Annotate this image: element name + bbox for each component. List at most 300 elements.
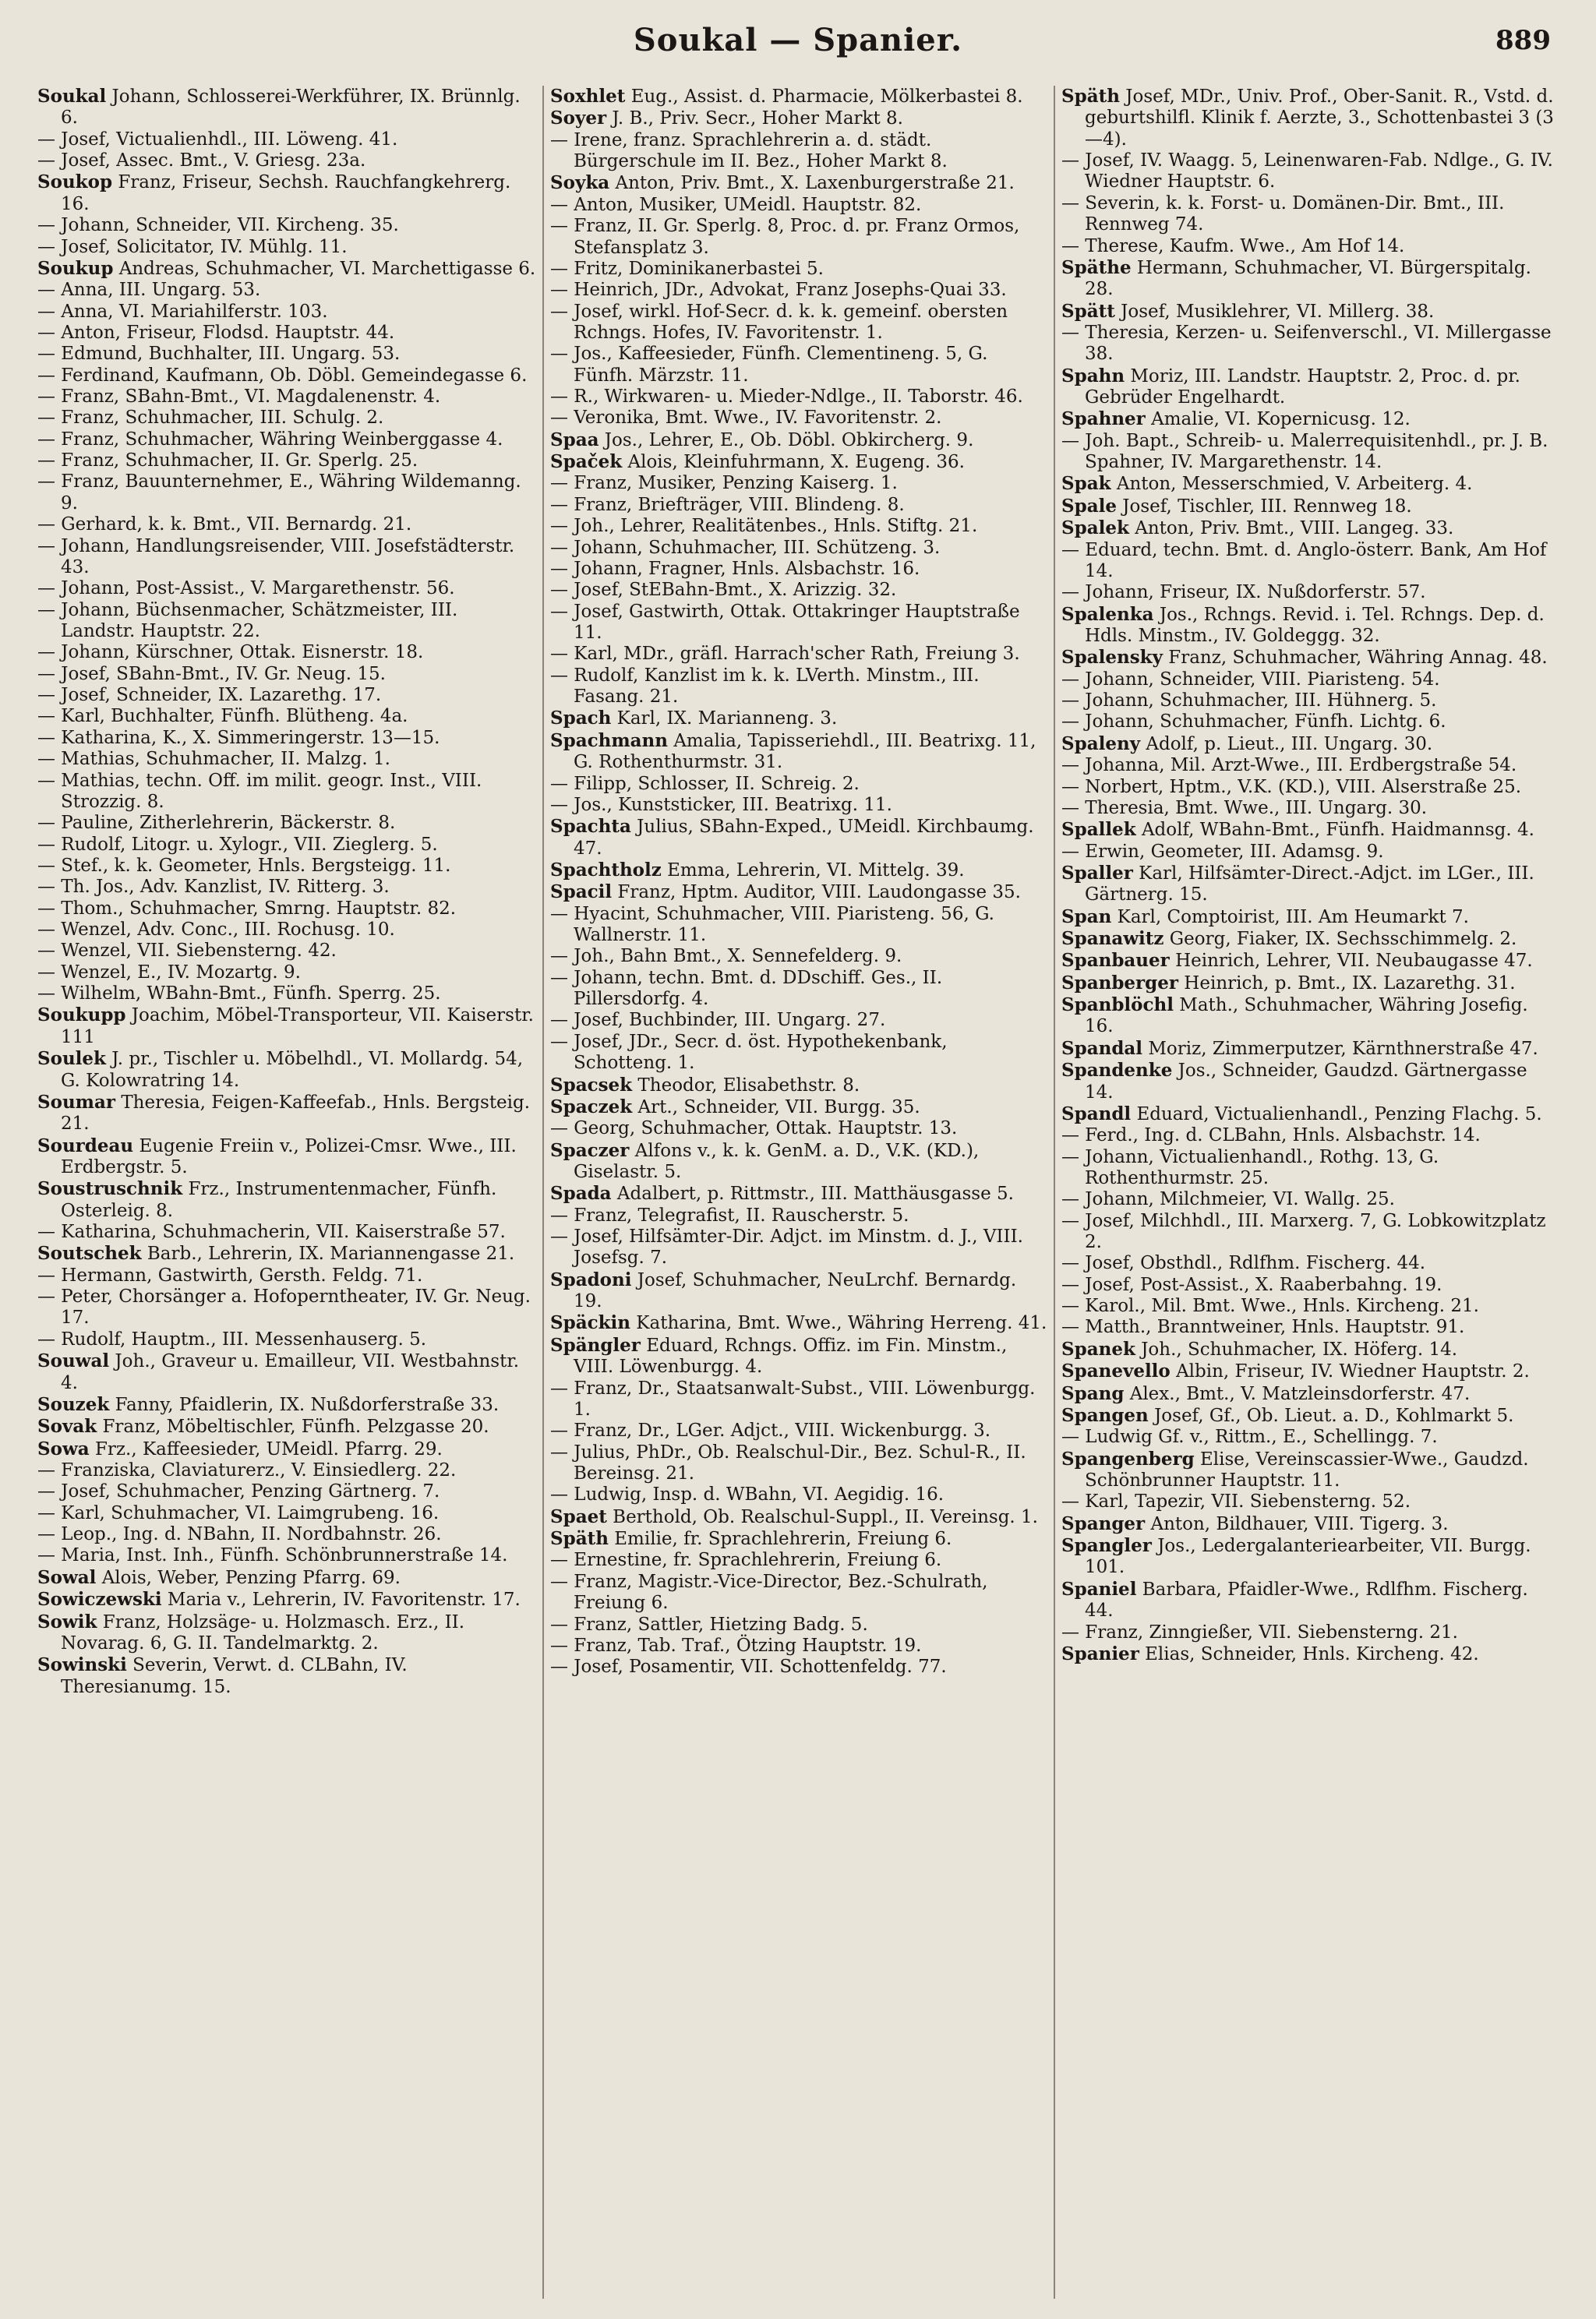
entry-details: — Heinrich, JDr., Advokat, Franz Josephs-Quai 33. (550, 280, 1007, 301)
entry-details: — Mathias, techn. Off. im milit. geogr. Inst., VIII. Strozzig. 8. (37, 770, 482, 812)
entry-details: Moriz, III. Landstr. Hauptstr. 2, Proc. d. pr. Gebrüder Engelhardt. (1085, 365, 1520, 408)
directory-entry (37, 1567, 536, 1589)
directory-entry (37, 1048, 536, 1092)
entry-details: Eug., Assist. d. Pharmacie, Mölkerbastei 8. (625, 86, 1023, 107)
directory-entry (37, 1416, 536, 1438)
entry-surname: Spanawitz (1061, 928, 1164, 950)
entry-surname: Spahner (1061, 408, 1146, 430)
directory-entry (550, 1506, 1047, 1528)
directory-entry (550, 408, 1047, 429)
entry-details: — Franz, Tab. Traf., Ötzing Hauptstr. 19. (550, 1635, 922, 1656)
directory-entry (550, 1183, 1047, 1205)
directory-entry (37, 302, 536, 323)
entry-details: — Karl, Buchhalter, Fünfh. Blütheng. 4a. (37, 706, 408, 727)
directory-entry (37, 813, 536, 834)
entry-details: — Katharina, K., X. Simmeringerstr. 13—15. (37, 727, 440, 748)
directory-entry (1061, 1103, 1559, 1125)
entry-surname: Spaet (550, 1505, 607, 1527)
entry-surname: Spaniel (1061, 1578, 1137, 1600)
entry-surname: Sovak (37, 1416, 97, 1438)
entry-details: — Theresia, Bmt. Wwe., III. Ungarg. 30. (1061, 797, 1428, 818)
directory-entry (550, 1140, 1047, 1184)
entry-surname: Sourdeau (37, 1135, 134, 1156)
entry-details: — Johann, Schneider, VII. Kircheng. 35. (37, 215, 399, 236)
entry-details: Eugenie Freiin v., Polizei-Cmsr. Wwe., III. Erdbergstr. 5. (61, 1135, 517, 1177)
page-number: 889 (1495, 25, 1551, 56)
directory-entry (1061, 842, 1559, 863)
entry-details: — Josef, Obsthdl., Rdlfhm. Fischerg. 44. (1061, 1253, 1426, 1274)
entry-details: Severin, Verwt. d. CLBahn, IV. Theresianumg. 15. (61, 1655, 408, 1697)
entry-details: — Josef, Buchbinder, III. Ungarg. 27. (550, 1010, 886, 1031)
directory-entry (37, 919, 536, 941)
entry-details: — Katharina, Schuhmacherin, VII. Kaiserstraße 57. (37, 1222, 506, 1243)
entry-details: Math., Schuhmacher, Währing Josefig. 16. (1085, 995, 1528, 1037)
directory-entry (1061, 1211, 1559, 1254)
entry-surname: Spaczer (550, 1139, 630, 1161)
directory-entry (37, 1092, 536, 1135)
entry-details: — Jos., Kaffeesieder, Fünfh. Clementineng. 5, G. Fünfh. Märzstr. 11. (550, 344, 988, 386)
entry-details: — Johann, Fragner, Hnls. Alsbachstr. 16. (550, 558, 920, 579)
entry-details: Elias, Schneider, Hnls. Kircheng. 42. (1139, 1643, 1479, 1664)
entry-details: Karl, Hilfsämter-Direct.-Adjct. im LGer., III. Gärtnerg. 15. (1085, 863, 1534, 905)
entry-details: Franz, Möbeltischler, Fünfh. Pelzgasse 20. (97, 1417, 489, 1438)
directory-entry (550, 538, 1047, 559)
entry-surname: Spanevello (1061, 1361, 1171, 1382)
entry-details: — Franz, Schuhmacher, Währing Weinberggasse 4. (37, 429, 503, 450)
entry-details: — Johann, Schneider, VIII. Piaristeng. 54. (1061, 669, 1440, 690)
entry-surname: Spachta (550, 816, 631, 838)
directory-entry (1061, 1405, 1559, 1427)
entry-details: — Irene, franz. Sprachlehrerin a. d. städt. Bürgerschule im II. Bez., Hoher Markt 8. (550, 129, 948, 172)
directory-entry (37, 1438, 536, 1460)
entry-surname: Soukupp (37, 1004, 126, 1026)
directory-entry (550, 1615, 1047, 1636)
entry-surname: Sowa (37, 1438, 90, 1460)
entry-surname: Spanblöchl (1061, 994, 1174, 1016)
directory-entry (1061, 1125, 1559, 1146)
entry-details: — Josef, Gastwirth, Ottak. Ottakringer Hauptstraße 11. (550, 601, 1020, 643)
entry-surname: Sowinski (37, 1654, 127, 1676)
entry-details: — Josef, SBahn-Bmt., IV. Gr. Neug. 15. (37, 663, 386, 684)
entry-details: — Johann, Schuhmacher, Fünfh. Lichtg. 6. (1061, 711, 1446, 732)
directory-entry (37, 1287, 536, 1329)
directory-entry (550, 280, 1047, 301)
directory-entry (1061, 1579, 1559, 1622)
directory-entry (37, 642, 536, 663)
entry-details: — Johann, Milchmeier, VI. Wallg. 25. (1061, 1189, 1395, 1210)
entry-details: Alois, Weber, Penzing Pfarrg. 69. (96, 1567, 401, 1588)
directory-entry (550, 1657, 1047, 1678)
directory-entry (550, 108, 1047, 129)
directory-entry (550, 644, 1047, 665)
directory-entry (37, 1178, 536, 1222)
directory-entry (1061, 193, 1559, 236)
entry-details: — Franziska, Claviaturerz., V. Einsiedlerg. 22. (37, 1460, 457, 1481)
entry-details: Heinrich, p. Bmt., IX. Lazarethg. 31. (1178, 972, 1516, 994)
directory-entry (550, 1312, 1047, 1334)
entry-surname: Spanberger (1061, 972, 1178, 994)
entry-surname: Spangenberg (1061, 1448, 1195, 1470)
directory-entry (1061, 323, 1559, 365)
directory-entry (550, 1550, 1047, 1571)
directory-entry (37, 536, 536, 579)
directory-entry (550, 1205, 1047, 1227)
directory-entry (37, 450, 536, 471)
directory-entry (37, 1503, 536, 1524)
directory-entry (37, 171, 536, 215)
entry-details: — Johann, Schuhmacher, III. Hühnerg. 5. (1061, 690, 1437, 711)
entry-details: — Veronika, Bmt. Wwe., IV. Favoritenstr. 2. (550, 408, 942, 429)
entry-details: — Rudolf, Hauptm., III. Messenhauserg. 5. (37, 1329, 427, 1350)
entry-details: — Maria, Inst. Inh., Fünfh. Schönbrunnerstraße 14. (37, 1545, 508, 1566)
directory-entry (1061, 733, 1559, 755)
directory-entry (37, 1481, 536, 1502)
entry-details: — Josef, Posamentir, VII. Schottenfeldg. 77. (550, 1657, 947, 1678)
entry-details: — Leop., Ing. d. NBahn, II. Nordbahnstr. 26. (37, 1524, 442, 1545)
directory-entry (1061, 257, 1559, 301)
entry-details: — Karl, Schuhmacher, VI. Laimgrubeng. 16. (37, 1502, 440, 1523)
entry-details: — Anton, Friseur, Flodsd. Hauptstr. 44. (37, 322, 395, 343)
entry-surname: Soumar (37, 1091, 116, 1113)
entry-details: — Franz, Musiker, Penzing Kaiserg. 1. (550, 473, 898, 494)
entry-details: Jos., Schneider, Gaudzd. Gärtnergasse 14. (1085, 1061, 1527, 1103)
entry-details: Jos., Ledergalanteriearbeiter, VII. Burgg. 101. (1085, 1536, 1531, 1578)
directory-entry (37, 1329, 536, 1350)
entry-surname: Sowiczewski (37, 1589, 162, 1611)
entry-details: — Anna, VI. Mariahilferstr. 103. (37, 301, 328, 322)
directory-entry (1061, 690, 1559, 711)
directory-entry (37, 877, 536, 898)
entry-details: Fanny, Pfaidlerin, IX. Nußdorferstraße 33. (109, 1394, 500, 1415)
directory-entry (37, 408, 536, 429)
entry-details: — Johann, Kürschner, Ottak. Eisnerstr. 18. (37, 642, 424, 663)
directory-entry (1061, 301, 1559, 323)
directory-entry (1061, 431, 1559, 474)
directory-entry (1061, 1275, 1559, 1296)
entry-details: — Severin, k. k. Forst- u. Domänen-Dir. Bmt., III. Rennweg 74. (1061, 192, 1505, 235)
directory-entry (37, 1589, 536, 1611)
directory-entry (1061, 236, 1559, 257)
directory-entry (550, 730, 1047, 774)
entry-details: — Stef., k. k. Geometer, Hnls. Bergsteigg. 11. (37, 855, 451, 876)
directory-entry (550, 473, 1047, 494)
entry-details: Franz, Holzsäge- u. Holzmasch. Erz., II. Novarag. 6, G. II. Tandelmarktg. 2. (61, 1611, 465, 1654)
directory-entry (550, 946, 1047, 967)
directory-entry (1061, 1296, 1559, 1317)
directory-entry (550, 968, 1047, 1011)
directory-entry (37, 344, 536, 365)
entry-surname: Soxhlet (550, 86, 626, 107)
directory-entry (37, 1135, 536, 1179)
entry-details: — Thom., Schuhmacher, Smrng. Hauptstr. 82. (37, 898, 457, 919)
directory-entry (550, 1636, 1047, 1657)
entry-surname: Spale (1061, 495, 1117, 517)
entry-details: — Ludwig Gf. v., Rittm., E., Schellingg. 7. (1061, 1427, 1438, 1448)
entry-details: Josef, Musiklehrer, VI. Millerg. 38. (1114, 301, 1435, 322)
directory-entry (1061, 1535, 1559, 1579)
directory-entry (550, 344, 1047, 386)
entry-details: — Franz, Bauunternehmer, E., Währing Wildemanng. 9. (37, 471, 521, 514)
directory-entry (550, 1378, 1047, 1421)
entry-details: Theresia, Feigen-Kaffeefab., Hnls. Bergsteig. 21. (61, 1092, 531, 1135)
directory-entry (37, 983, 536, 1004)
entry-details: Alois, Kleinfuhrmann, X. Eugeng. 36. (622, 452, 965, 473)
directory-entry (1061, 582, 1559, 603)
entry-details: — Georg, Schuhmacher, Ottak. Hauptstr. 13. (550, 1118, 958, 1139)
directory-entry (1061, 994, 1559, 1038)
directory-entry (550, 195, 1047, 216)
entry-details: Amalia, Tapisseriehdl., III. Beatrixg. 11, G. Rothenthurmstr. 31. (574, 730, 1036, 773)
directory-entry (1061, 517, 1559, 539)
entry-details: — Josef, IV. Waagg. 5, Leinenwaren-Fab. Ndlge., G. IV. Wiedner Hauptstr. 6. (1061, 150, 1553, 192)
entry-surname: Spak (1061, 473, 1111, 495)
directory-entry (550, 1075, 1047, 1096)
entry-details: — Anna, III. Ungarg. 53. (37, 280, 261, 301)
directory-entry (37, 1460, 536, 1481)
directory-entry (1061, 604, 1559, 648)
directory-entry (1061, 669, 1559, 690)
directory-entry (37, 150, 536, 171)
directory-entry (550, 172, 1047, 194)
entry-details: — Josef, Post-Assist., X. Raaberbahng. 19. (1061, 1274, 1442, 1295)
directory-entry (37, 749, 536, 770)
entry-details: Karl, IX. Marianneng. 3. (611, 708, 838, 729)
entry-surname: Spachtholz (550, 859, 662, 881)
directory-entry (1061, 777, 1559, 798)
entry-surname: Spallek (1061, 819, 1136, 841)
directory-entry (37, 728, 536, 749)
directory-entry (37, 1004, 536, 1048)
entry-surname: Spanger (1061, 1512, 1146, 1534)
entry-details: — Josef, Assec. Bmt., V. Griesg. 23a. (37, 150, 366, 171)
entry-surname: Spanbauer (1061, 950, 1170, 972)
entry-surname: Souwal (37, 1350, 110, 1372)
entry-details: — Pauline, Zitherlehrerin, Bäckerstr. 8. (37, 813, 396, 834)
directory-entry (37, 1654, 536, 1698)
directory-entry (37, 237, 536, 258)
directory-entry (550, 216, 1047, 259)
entry-details: — Fritz, Dominikanerbastei 5. (550, 258, 824, 279)
directory-entry (550, 580, 1047, 601)
entry-details: — Johann, Schuhmacher, III. Schützeng. 3. (550, 537, 941, 558)
directory-entry (37, 280, 536, 301)
directory-entry (1061, 540, 1559, 583)
directory-entry (550, 859, 1047, 881)
directory-entry (550, 774, 1047, 795)
entry-surname: Souzek (37, 1393, 110, 1415)
directory-entry (1061, 1427, 1559, 1448)
entry-details: — Josef, Victualienhdl., III. Löweng. 41. (37, 129, 398, 150)
entry-details: — Josef, StEBahn-Bmt., X. Arizzig. 32. (550, 580, 897, 601)
entry-details: — Johann, Friseur, IX. Nußdorferstr. 57. (1061, 582, 1426, 603)
directory-entry (550, 904, 1047, 947)
directory-entry (550, 429, 1047, 451)
entry-details: — Johann, Victualienhandl., Rothg. 13, G. Rothenthurmstr. 25. (1061, 1146, 1439, 1188)
directory-entry (550, 1442, 1047, 1485)
entry-details: Karl, Comptoirist, III. Am Heumarkt 7. (1111, 906, 1469, 927)
entry-details: Andreas, Schuhmacher, VI. Marchettigasse 6. (113, 258, 536, 279)
column-left (31, 86, 542, 2299)
entry-surname: Soukup (37, 257, 114, 279)
directory-entry (550, 516, 1047, 537)
directory-entry (1061, 408, 1559, 430)
entry-details: Franz, Friseur, Sechsh. Rauchfangkehrerg. 16. (61, 172, 511, 214)
entry-details: — R., Wirkwaren- u. Mieder-Ndlge., II. Taborstr. 46. (550, 386, 1023, 408)
entry-details: — Johanna, Mil. Arzt-Wwe., III. Erdbergstraße 54. (1061, 755, 1517, 776)
entry-details: Berthold, Ob. Realschul-Suppl., II. Vereinsg. 1. (606, 1506, 1038, 1527)
directory-entry (1061, 86, 1559, 150)
entry-surname: Spalenka (1061, 603, 1154, 625)
entry-surname: Spada (550, 1183, 612, 1205)
entry-details: Joachim, Möbel-Transporteur, VII. Kaiserstr. 111 (61, 1005, 534, 1047)
directory-entry (1061, 1643, 1559, 1665)
entry-details: Eduard, Victualienhandl., Penzing Flachg. 5. (1131, 1103, 1542, 1124)
entry-surname: Spaller (1061, 862, 1133, 884)
entry-details: Alfons v., k. k. GenM. a. D., V.K. (KD.), Giselastr. 5. (574, 1140, 980, 1182)
directory-entry (550, 1421, 1047, 1442)
entry-details: Josef, MDr., Univ. Prof., Ober-Sanit. R., Vstd. d. geburtshilfl. Klinik f. Aerzte, 3., Schottenbastei 3 (3—4). (1085, 86, 1554, 150)
entry-details: — Wenzel, Adv. Conc., III. Rochusg. 10. (37, 919, 395, 941)
directory-entry (37, 1545, 536, 1566)
entry-details: Franz, Schuhmacher, Währing Annag. 48. (1162, 648, 1548, 669)
entry-details: Julius, SBahn-Exped., UMeidl. Kirchbaumg. 47. (574, 817, 1034, 859)
running-title: Soukal — Spanier. (633, 22, 963, 58)
directory-entry (37, 386, 536, 408)
directory-entry (37, 941, 536, 962)
directory-entry (1061, 819, 1559, 841)
directory-entry (37, 706, 536, 727)
directory-entry (37, 429, 536, 450)
entry-details: — Joh. Bapt., Schreib- u. Malerrequisitenhdl., pr. J. B. Spahner, IV. Margarethenstr. 14. (1061, 430, 1548, 473)
entry-details: Anton, Priv. Bmt., X. Laxenburgerstraße 21. (609, 173, 1015, 194)
directory-entry (550, 259, 1047, 280)
entry-details: Adolf, WBahn-Bmt., Fünfh. Haidmannsg. 4. (1135, 820, 1534, 841)
entry-surname: Spaleny (1061, 732, 1141, 754)
directory-entry (550, 795, 1047, 816)
entry-details: Moriz, Zimmerputzer, Kärnthnerstraße 47. (1142, 1038, 1538, 1059)
directory-entry (550, 665, 1047, 708)
entry-details: — Filipp, Schlosser, II. Schreig. 2. (550, 773, 860, 794)
entry-surname: Späthe (1061, 256, 1132, 278)
entry-details: — Hermann, Gastwirth, Gersth. Feldg. 71. (37, 1265, 423, 1286)
directory-entry (1061, 473, 1559, 495)
directory-entry (550, 1118, 1047, 1139)
entry-details: — Johann, Post-Assist., V. Margarethenstr. 56. (37, 578, 455, 599)
entry-details: Katharina, Bmt. Wwe., Währing Herreng. 41. (630, 1313, 1047, 1334)
entry-surname: Spach (550, 708, 612, 729)
directory-entry (37, 323, 536, 344)
directory-entry (37, 258, 536, 280)
entry-details: — Joh., Lehrer, Realitätenbes., Hnls. Stiftg. 21. (550, 516, 978, 537)
directory-entry (550, 602, 1047, 644)
entry-details: — Johann, Handlungsreisender, VIII. Josefstädterstr. 43. (37, 535, 515, 577)
entry-details: — Josef, Schuhmacher, Penzing Gärtnerg. 7. (37, 1481, 440, 1502)
directory-entry (37, 86, 536, 129)
entry-surname: Spalek (1061, 517, 1129, 539)
directory-entry (1061, 1317, 1559, 1338)
entry-details: Alex., Bmt., V. Matzleinsdorferstr. 47. (1124, 1383, 1471, 1404)
directory-entry (37, 600, 536, 643)
entry-surname: Spang (1061, 1382, 1125, 1404)
entry-details: — Ludwig, Insp. d. WBahn, VI. Aegidig. 16. (550, 1484, 945, 1505)
entry-details: — Franz, Schuhmacher, II. Gr. Sperlg. 25. (37, 450, 418, 471)
entry-details: — Therese, Kaufm. Wwe., Am Hof 14. (1061, 235, 1405, 256)
entry-details: — Theresia, Kerzen- u. Seifenverschl., VI. Millergasse 38. (1061, 322, 1552, 365)
entry-surname: Späth (550, 1528, 609, 1550)
entry-details: — Peter, Chorsänger a. Hofoperntheater, IV. Gr. Neug. 17. (37, 1287, 531, 1329)
entry-details: — Ernestine, fr. Sprachlehrerin, Freiung 6. (550, 1550, 942, 1571)
directory-entry (37, 835, 536, 856)
directory-entry (550, 559, 1047, 580)
entry-surname: Spanier (1061, 1643, 1139, 1664)
entry-details: — Matth., Branntweiner, Hnls. Hauptstr. 91. (1061, 1317, 1465, 1338)
directory-entry (1061, 1383, 1559, 1405)
entry-details: Anton, Messerschmied, V. Arbeiterg. 4. (1110, 474, 1473, 495)
entry-details: — Franz, Dr., LGer. Adjct., VIII. Wickenburgg. 3. (550, 1421, 991, 1442)
entry-details: — Karl, MDr., gräfl. Harrach'scher Rath, Freiung 3. (550, 644, 1020, 665)
entry-details: — Josef, Schneider, IX. Lazarethg. 17. (37, 685, 382, 706)
directory-entry (550, 1032, 1047, 1075)
directory-entry (1061, 1189, 1559, 1210)
directory-entry (550, 1528, 1047, 1550)
directory-entry (550, 1484, 1047, 1505)
directory-entry (37, 685, 536, 706)
entry-details: — Josef, Milchhdl., III. Marxerg. 7, G. Lobkowitzplatz 2. (1061, 1210, 1546, 1253)
entry-details: — Erwin, Geometer, III. Adamsg. 9. (1061, 841, 1384, 862)
directory-entry (1061, 928, 1559, 950)
entry-details: Barbara, Pfaidler-Wwe., Rdlfhm. Fischerg. 44. (1085, 1579, 1528, 1622)
entry-surname: Spängler (550, 1334, 641, 1356)
directory-entry (37, 1265, 536, 1287)
entry-details: — Jos., Kunststicker, III. Beatrixg. 11. (550, 794, 892, 815)
entry-details: — Edmund, Buchhalter, III. Ungarg. 53. (37, 344, 401, 365)
entry-surname: Spacsek (550, 1074, 633, 1096)
entry-details: — Rudolf, Litogr. u. Xylogr., VII. Zieglerg. 5. (37, 834, 438, 855)
directory-entry (37, 1243, 536, 1265)
entry-details: Frz., Kaffeesieder, UMeidl. Pfarrg. 29. (89, 1438, 443, 1460)
directory-entry (1061, 1622, 1559, 1643)
entry-details: Josef, Schuhmacher, NeuLrchf. Bernardg. 19. (574, 1269, 1017, 1312)
entry-details: Josef, Tischler, III. Rennweg 18. (1116, 496, 1412, 517)
directory-entry (550, 302, 1047, 344)
entry-surname: Spacil (550, 881, 613, 903)
directory-entry (37, 1394, 536, 1416)
column-middle (542, 86, 1054, 2299)
directory-entry (1061, 1513, 1559, 1535)
entry-surname: Soukal (37, 86, 107, 107)
page-header (0, 22, 1596, 69)
directory-entry (37, 578, 536, 599)
directory-entry (1061, 150, 1559, 193)
entry-details: — Ferd., Ing. d. CLBahn, Hnls. Alsbachstr. 14. (1061, 1125, 1481, 1146)
entry-details: Frz., Instrumentenmacher, Fünfh. Osterleig. 8. (61, 1179, 497, 1221)
directory-entry (37, 1524, 536, 1545)
entry-details: Franz, Hptm. Auditor, VIII. Laudongasse 35. (612, 882, 1021, 903)
directory-entry (1061, 1361, 1559, 1382)
directory-entry (1061, 1491, 1559, 1512)
entry-details: — Franz, II. Gr. Sperlg. 8, Proc. d. pr. Franz Ormos, Stefansplatz 3. (550, 216, 1020, 258)
directory-entry (1061, 711, 1559, 732)
entry-details: Eduard, Rchngs. Offiz. im Fin. Minstm., VIII. Löwenburgg. 4. (574, 1335, 1008, 1378)
entry-details: — Johann, Büchsenmacher, Schätzmeister, III. Landstr. Hauptstr. 22. (37, 599, 458, 641)
entry-surname: Soyka (550, 172, 610, 194)
entry-surname: Späth (1061, 86, 1120, 107)
directory-entry (37, 471, 536, 514)
entry-surname: Spandenke (1061, 1060, 1173, 1082)
entry-surname: Spangler (1061, 1535, 1152, 1557)
directory-entry (1061, 863, 1559, 906)
entry-details: — Th. Jos., Adv. Kanzlist, IV. Ritterg. 3. (37, 877, 390, 898)
